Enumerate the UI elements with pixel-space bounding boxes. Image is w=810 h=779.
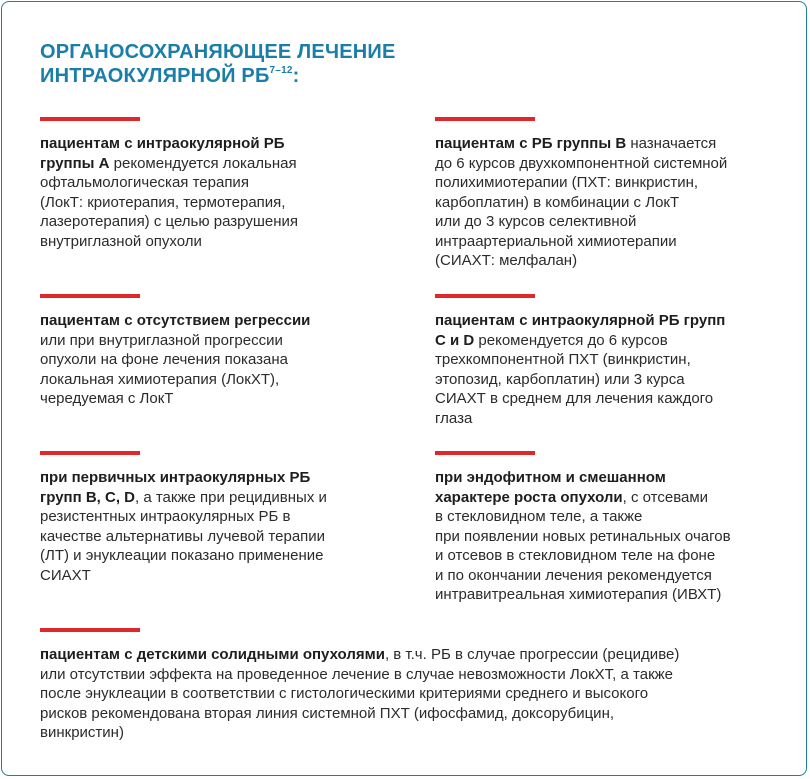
item-text (435, 468, 731, 605)
item-text-line: интраартериальной химиотерапии (435, 232, 677, 250)
item-text (435, 311, 725, 428)
item-text-bold: характере роста опухоли (435, 488, 623, 506)
title-text: ИНТРАОКУЛЯРНОЙ РБ (40, 65, 270, 87)
item-text-line: внутриглазной опухоли (40, 232, 202, 250)
item-text-line: или отсутствии эффекта на проведенное лечение в случае невозможности ЛокХТ, а также (40, 665, 674, 683)
item-text-bold: пациентам с интраокулярной РБ (40, 135, 285, 152)
item-group-b (435, 117, 727, 271)
item-text-regular: рекомендуется локальная (109, 154, 297, 172)
item-text-line: (ЛокТ: криотерапия, термотерапия, (40, 193, 286, 211)
item-text-line: при появлении новых ретинальных очагов (435, 527, 731, 545)
accent-bar (40, 117, 140, 121)
item-text-line: (СИАХТ: мелфалан) (435, 252, 578, 269)
item-text-line: винкристин) (40, 724, 124, 741)
item-text-regular: назначается (626, 135, 717, 152)
item-text-line: и по окончании лечения рекомендуется (435, 566, 712, 584)
item-text-line: трехкомпонентной ПХТ (винкристин, (435, 351, 691, 368)
item-text (40, 645, 679, 743)
item-text-line: этопозид, карбоплатин) или 3 курса (435, 370, 685, 388)
accent-bar (435, 451, 535, 455)
item-text-line: опухоли на фоне лечения показана (40, 351, 288, 368)
item-text-bold: групп B, C, D (40, 488, 136, 506)
item-text (40, 311, 310, 409)
item-text-bold: при первичных интраокулярных РБ (40, 469, 311, 486)
title-colon: : (292, 65, 300, 87)
item-text-line: глаза (435, 409, 473, 427)
section-title (40, 40, 396, 88)
item-text-line: или до 3 курсов селективной (435, 213, 637, 230)
item-text (435, 134, 727, 271)
accent-bar (435, 117, 535, 121)
item-text-line: в стекловидном теле, а также (435, 508, 643, 525)
item-text-bold: пациентам с отсутствием регрессии (40, 312, 311, 329)
item-text-line: после энуклеации в соответствии с гистологическими критериями среднего и высокого (40, 685, 649, 702)
item-text-line: и отсевов в стекловидном теле на фоне (435, 547, 716, 564)
accent-bar (40, 451, 140, 455)
item-no-regression (40, 294, 310, 409)
item-text-bold: C и D (435, 331, 475, 349)
item-text-line: СИАХТ (40, 566, 91, 584)
item-text-regular: , в т.ч. РБ в случае прогрессии (рецидиве) (384, 646, 680, 663)
item-text-bold: группы А (40, 154, 110, 172)
item-primary-siaht (40, 451, 327, 585)
item-text-line: резистентных интраокулярных РБ в (40, 508, 291, 525)
item-text (40, 468, 327, 585)
item-text-regular: , а также при рецидивных и (135, 488, 327, 506)
item-text-line: офтальмологическая терапия (40, 174, 249, 191)
item-text-line: (ЛТ) и энуклеации показано применение (40, 547, 324, 564)
item-text-line: интравитреальная химиотерапия (ИВХТ) (435, 586, 722, 603)
item-endophytic (435, 451, 731, 605)
item-text-regular: рекомендуется до 6 курсов (474, 331, 668, 349)
accent-bar (40, 294, 140, 298)
accent-bar (40, 628, 140, 632)
item-text-bold: пациентам с детскими солидными опухолями (40, 646, 385, 663)
item-text-line: чередуемая с ЛокТ (40, 390, 174, 407)
title-line-1: ОРГАНОСОХРАНЯЮЩЕЕ ЛЕЧЕНИЕ (40, 41, 396, 63)
title-line-2 (40, 64, 396, 88)
item-group-a (40, 117, 298, 251)
item-text-line: СИАХТ в среднем для лечения каждого (435, 390, 714, 407)
title-reference: 7–12 (269, 65, 293, 76)
item-text-bold: пациентам с РБ группы В (435, 135, 627, 152)
item-text-line: до 6 курсов двухкомпонентной системной (435, 154, 728, 172)
item-text-line: или при внутриглазной прогрессии (40, 331, 283, 349)
item-groups-c-d (435, 294, 725, 428)
item-text-line: лазеротерапия) с целью разрушения (40, 213, 298, 230)
item-text-line: локальная химиотерапия (ЛокХТ), (40, 370, 280, 388)
item-text-bold: пациентам с интраокулярной РБ групп (435, 312, 726, 329)
item-text-bold: при эндофитном и смешанном (435, 469, 666, 486)
item-text-line: полихимиотерапии (ПХТ: винкристин, (435, 174, 699, 191)
item-text-line: рисков рекомендована вторая линия системной ПХТ (ифосфамид, доксорубицин, (40, 704, 615, 722)
item-solid-tumors (40, 628, 679, 743)
item-text-regular: , с отсевами (622, 488, 709, 506)
item-text-line: качестве альтернативы лучевой терапии (40, 527, 326, 545)
accent-bar (435, 294, 535, 298)
item-text-line: карбоплатин) в комбинации с ЛокТ (435, 193, 680, 211)
item-text (40, 134, 298, 251)
